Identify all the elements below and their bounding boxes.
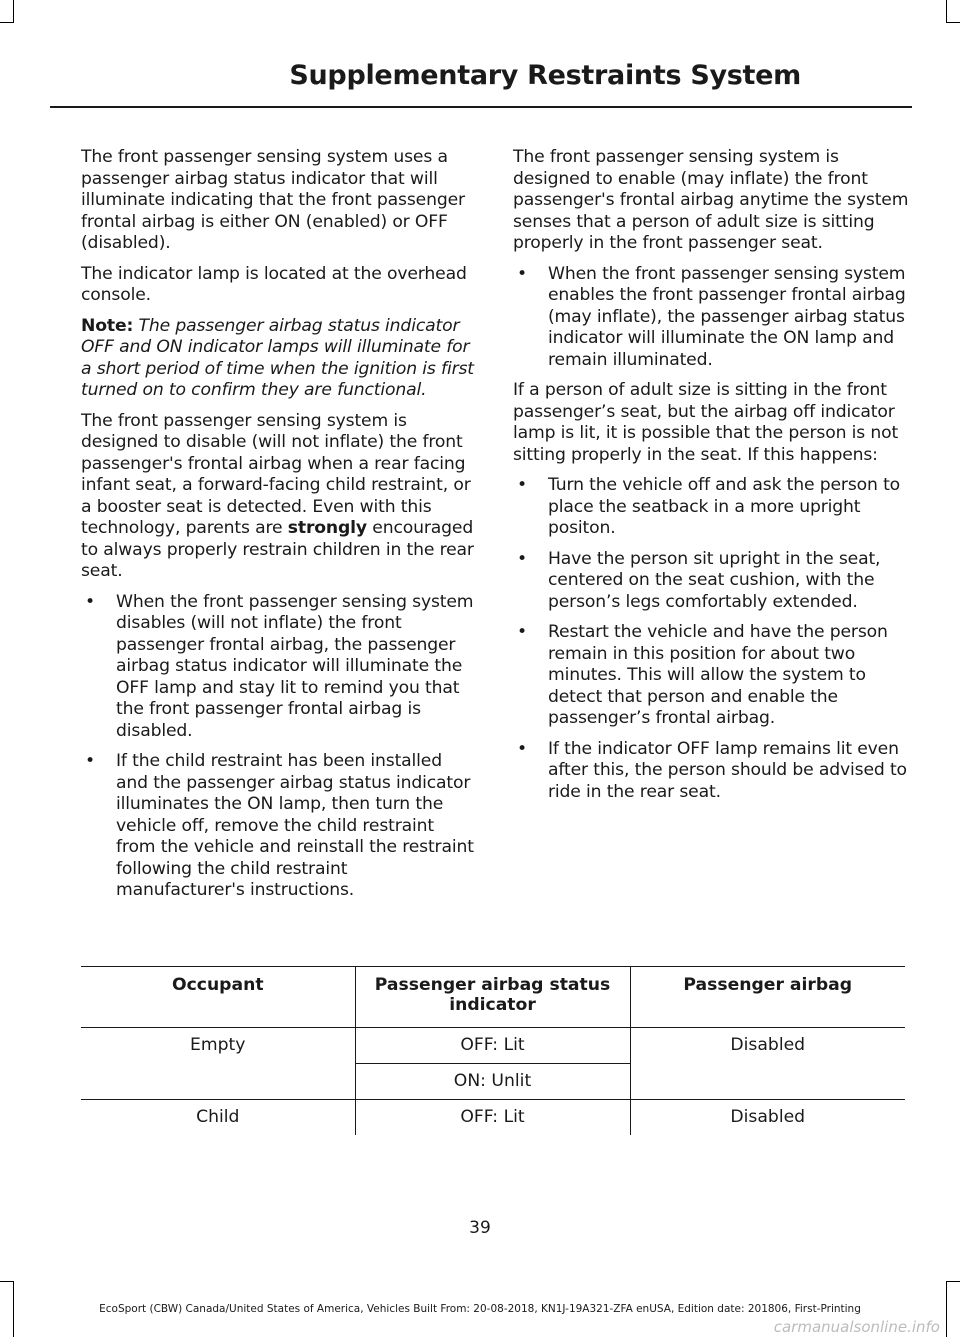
cell-indicator: OFF: Lit bbox=[355, 1028, 630, 1064]
cell-indicator: ON: Unlit bbox=[355, 1064, 630, 1100]
note bbox=[81, 316, 476, 402]
crop-mark-top-right-vertical bbox=[946, 0, 947, 22]
list-item-text: If the child restraint has been installed and the passenger airbag status indicator illuminates the ON lamp, then turn the vehicle off, remove the child restraint from the vehicle and reinstall the restraint following the child restraint manufacturer's instructions. bbox=[116, 751, 474, 900]
column-header-occupant: Occupant bbox=[81, 967, 355, 1028]
list-item bbox=[81, 751, 476, 902]
airbag-status-table bbox=[81, 966, 905, 1135]
cell-occupant: Child bbox=[81, 1100, 355, 1136]
cell-airbag: Disabled bbox=[630, 1028, 905, 1100]
crop-mark-bottom-right-horizontal bbox=[946, 1281, 960, 1282]
table-header-row bbox=[81, 967, 905, 1028]
paragraph-disable-airbag bbox=[81, 411, 476, 583]
list-item bbox=[81, 592, 476, 743]
cell-airbag: Disabled bbox=[630, 1100, 905, 1136]
bullet-marker: • bbox=[85, 751, 95, 771]
list-item-text: Have the person sit upright in the seat, centered on the seat cushion, with the person’s legs comfortably extended. bbox=[548, 548, 881, 612]
list-item-text: When the front passenger sensing system disables (will not inflate) the front passenger frontal airbag, the passenger airbag status indicator will illuminate the OFF lamp and stay lit to remind you that the front passenger frontal airbag is disabled. bbox=[116, 591, 474, 741]
note-text: The passenger airbag status indicator OFF and ON indicator lamps will illuminate for a short period of time when the ignition is first turned on to confirm they are functional. bbox=[81, 315, 474, 400]
list-item bbox=[513, 549, 911, 614]
list-item bbox=[513, 264, 911, 372]
list-item-text: Turn the vehicle off and ask the person to place the seatback in a more upright positon. bbox=[548, 475, 901, 538]
crop-mark-bottom-left-horizontal bbox=[0, 1281, 14, 1282]
page-section-title: Supplementary Restraints System bbox=[289, 60, 801, 91]
table-row bbox=[81, 1100, 905, 1136]
crop-mark-top-left-vertical bbox=[13, 0, 14, 22]
bullet-marker: • bbox=[517, 738, 527, 759]
bullet-list-actions bbox=[513, 475, 911, 803]
list-item-text: If the indicator OFF lamp remains lit even after this, the person should be advised to ride in the rear seat. bbox=[548, 738, 907, 802]
paragraph-disable-part2: encouraged to always properly restrain children in the rear seat. bbox=[81, 518, 474, 581]
page-number: 39 bbox=[469, 1218, 491, 1238]
column-header-indicator: Passenger airbag status indicator bbox=[355, 967, 630, 1028]
emphasis-strongly: strongly bbox=[287, 518, 367, 538]
paragraph-lamp-location: The indicator lamp is located at the overhead console. bbox=[81, 263, 467, 305]
list-item bbox=[513, 622, 911, 730]
list-item bbox=[513, 739, 911, 804]
column-header-airbag: Passenger airbag bbox=[630, 967, 905, 1028]
paragraph-status-indicator: The front passenger sensing system uses a passenger airbag status indicator that will illuminate indicating that the front passenger frontal airbag is either ON (enabled) or OFF (disabled). bbox=[81, 147, 465, 253]
paragraph-enable-airbag: The front passenger sensing system is designed to enable (may inflate) the front passenger's frontal airbag anytime the system senses that a person of adult size is sitting properly in the front passenger seat. bbox=[513, 147, 909, 253]
list-item-text: Restart the vehicle and have the person remain in this position for about two minutes. This will allow the system to detect that person and enable the passenger’s frontal airbag. bbox=[548, 622, 888, 728]
table-row bbox=[81, 1028, 905, 1064]
bullet-list-disable bbox=[81, 592, 476, 902]
crop-mark-top-right-horizontal bbox=[946, 22, 960, 23]
list-item bbox=[513, 475, 911, 540]
watermark: carmanualsonline.info bbox=[773, 1318, 940, 1336]
bullet-marker: • bbox=[517, 475, 527, 495]
list-item-text: When the front passenger sensing system enables the front passenger frontal airbag (may inflate), the passenger airbag status indicator will illuminate the ON lamp and remain illuminated. bbox=[548, 263, 906, 370]
bullet-marker: • bbox=[85, 591, 95, 612]
footer-edition-info: EcoSport (CBW) Canada/United States of America, Vehicles Built From: 20-08-2018, KN1J-19A321-ZFA enUSA, Edition date: 201806, First-Printing bbox=[99, 1303, 861, 1315]
left-column bbox=[81, 147, 476, 911]
cell-occupant: Empty bbox=[81, 1028, 355, 1100]
bullet-marker: • bbox=[517, 548, 527, 569]
crop-mark-top-left-horizontal bbox=[0, 22, 14, 23]
note-label: Note: bbox=[81, 315, 134, 336]
right-column bbox=[513, 147, 911, 812]
bullet-marker: • bbox=[517, 263, 527, 284]
paragraph-adult-off-lamp: If a person of adult size is sitting in the front passenger’s seat, but the airbag off indicator lamp is lit, it is possible that the person is not sitting properly in the seat. If this happens: bbox=[513, 380, 899, 465]
bullet-marker: • bbox=[517, 622, 527, 642]
cell-indicator: OFF: Lit bbox=[355, 1100, 630, 1136]
paragraph-disable-part1: The front passenger sensing system is designed to disable (will not inflate) the front passenger's frontal airbag when a rear facing infant seat, a forward-facing child restraint, or a booster seat is detected. Even with this technology, parents are bbox=[81, 410, 471, 538]
bullet-list-enable bbox=[513, 264, 911, 372]
header-divider bbox=[50, 106, 912, 108]
